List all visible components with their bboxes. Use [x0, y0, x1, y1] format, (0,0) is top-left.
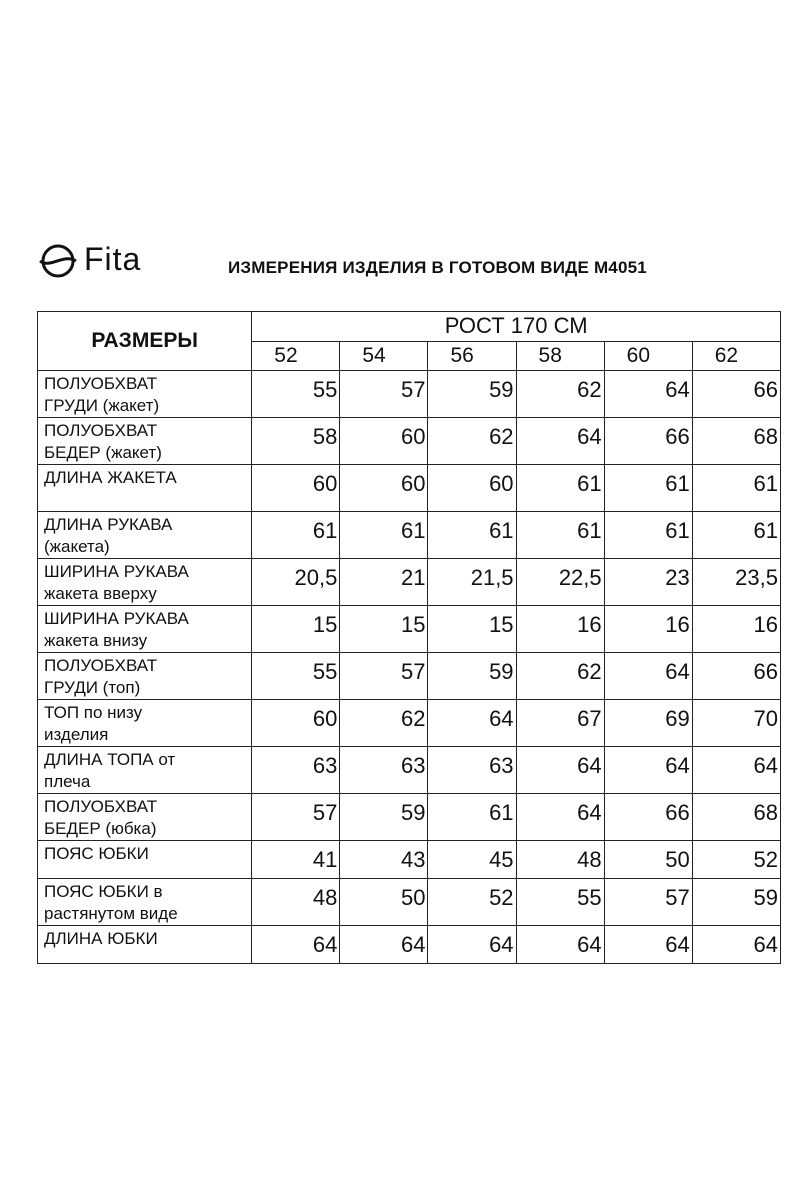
size-header: 56: [428, 341, 516, 371]
measurements-body: [38, 371, 781, 964]
measurement-value: 61: [692, 465, 780, 512]
measurement-value: 63: [340, 747, 428, 794]
measurement-value: 59: [340, 794, 428, 841]
measurement-value: 64: [252, 926, 340, 964]
measurement-label: [38, 926, 252, 964]
measurement-label-line: ГРУДИ (топ): [44, 678, 141, 697]
measurement-value: 64: [428, 926, 516, 964]
measurement-label: [38, 371, 252, 418]
measurement-label-line: ДЛИНА РУКАВА: [44, 515, 173, 534]
measurement-value: 66: [604, 794, 692, 841]
measurement-value: 61: [516, 512, 604, 559]
measurement-value: 61: [516, 465, 604, 512]
measurement-label: [38, 841, 252, 879]
measurement-label: [38, 465, 252, 512]
size-header: 54: [340, 341, 428, 371]
table-row: [38, 700, 781, 747]
measurement-value: 59: [692, 879, 780, 926]
measurement-value: 66: [692, 371, 780, 418]
measurement-value: 66: [692, 653, 780, 700]
measurement-label-line: ПОЯС ЮБКИ в: [44, 882, 163, 901]
measurement-label-line: ДЛИНА ЖАКЕТА: [44, 468, 177, 487]
page-title: ИЗМЕРЕНИЯ ИЗДЕЛИЯ В ГОТОВОМ ВИДЕ М4051: [228, 258, 647, 277]
measurement-value: 61: [604, 465, 692, 512]
table-row: [38, 926, 781, 964]
measurement-value: 64: [516, 747, 604, 794]
measurement-label: [38, 606, 252, 653]
measurement-value: 15: [340, 606, 428, 653]
measurement-value: 45: [428, 841, 516, 879]
measurement-label-line: ГРУДИ (жакет): [44, 396, 160, 415]
size-header: 62: [692, 341, 780, 371]
measurement-value: 64: [604, 653, 692, 700]
measurement-value: 61: [252, 512, 340, 559]
measurement-value: 64: [340, 926, 428, 964]
measurement-value: 69: [604, 700, 692, 747]
measurement-label-line: ПОЛУОБХВАТ: [44, 797, 158, 816]
measurement-value: 50: [604, 841, 692, 879]
growth-header: РОСТ 170 СМ: [252, 312, 781, 342]
measurement-label-line: ТОП по низу: [44, 703, 143, 722]
measurement-value: 16: [604, 606, 692, 653]
measurement-value: 61: [604, 512, 692, 559]
size-chart-table: [37, 311, 781, 964]
measurement-value: 48: [516, 841, 604, 879]
measurement-label-line: ПОЯС ЮБКИ: [44, 844, 149, 863]
measurement-value: 16: [692, 606, 780, 653]
measurement-value: 63: [252, 747, 340, 794]
measurement-label-line: ДЛИНА ТОПА от: [44, 750, 176, 769]
measurement-value: 41: [252, 841, 340, 879]
table-row: [38, 747, 781, 794]
measurement-value: 20,5: [252, 559, 340, 606]
measurement-label-line: жакета внизу: [44, 631, 148, 650]
measurement-value: 60: [340, 465, 428, 512]
measurement-value: 59: [428, 371, 516, 418]
measurement-value: 64: [604, 747, 692, 794]
measurement-value: 60: [340, 418, 428, 465]
measurement-label-line: плеча: [44, 772, 91, 791]
header: [38, 236, 768, 286]
measurement-value: 68: [692, 418, 780, 465]
sizes-header: РАЗМЕРЫ: [38, 312, 252, 371]
measurement-label-line: БЕДЕР (жакет): [44, 443, 162, 462]
measurement-value: 22,5: [516, 559, 604, 606]
measurement-label: [38, 794, 252, 841]
table-row: [38, 653, 781, 700]
measurement-value: 62: [428, 418, 516, 465]
measurement-label: [38, 559, 252, 606]
measurement-value: 58: [252, 418, 340, 465]
table-row: [38, 512, 781, 559]
measurement-value: 61: [692, 512, 780, 559]
measurement-label-line: ПОЛУОБХВАТ: [44, 656, 158, 675]
measurement-value: 64: [604, 926, 692, 964]
table-row: [38, 841, 781, 879]
measurement-value: 67: [516, 700, 604, 747]
measurement-value: 60: [428, 465, 516, 512]
measurement-label: [38, 418, 252, 465]
table-row: [38, 418, 781, 465]
measurement-label-line: БЕДЕР (юбка): [44, 819, 157, 838]
measurement-value: 64: [692, 926, 780, 964]
measurement-value: 52: [428, 879, 516, 926]
measurement-value: 62: [340, 700, 428, 747]
table-row: [38, 371, 781, 418]
size-header: 52: [252, 341, 340, 371]
measurement-value: 64: [428, 700, 516, 747]
measurement-label-line: изделия: [44, 725, 109, 744]
measurement-value: 52: [692, 841, 780, 879]
measurement-label-line: жакета вверху: [44, 584, 157, 603]
measurement-label-line: (жакета): [44, 537, 110, 556]
measurement-value: 23,5: [692, 559, 780, 606]
measurement-value: 50: [340, 879, 428, 926]
measurement-label-line: ПОЛУОБХВАТ: [44, 421, 158, 440]
measurement-label: [38, 700, 252, 747]
measurement-label-line: ПОЛУОБХВАТ: [44, 374, 158, 393]
measurement-value: 43: [340, 841, 428, 879]
measurement-value: 59: [428, 653, 516, 700]
measurement-value: 61: [340, 512, 428, 559]
table-row: [38, 879, 781, 926]
measurement-label: [38, 653, 252, 700]
measurement-value: 61: [428, 794, 516, 841]
measurement-value: 63: [428, 747, 516, 794]
measurement-value: 57: [340, 653, 428, 700]
measurement-value: 57: [604, 879, 692, 926]
measurement-label: [38, 512, 252, 559]
size-header: 60: [604, 341, 692, 371]
measurement-value: 64: [516, 794, 604, 841]
measurement-value: 64: [516, 926, 604, 964]
measurement-value: 15: [428, 606, 516, 653]
measurement-value: 55: [516, 879, 604, 926]
measurement-label: [38, 879, 252, 926]
measurement-value: 70: [692, 700, 780, 747]
measurement-value: 62: [516, 653, 604, 700]
measurement-value: 64: [692, 747, 780, 794]
measurement-value: 21: [340, 559, 428, 606]
measurement-value: 57: [340, 371, 428, 418]
table-row: [38, 794, 781, 841]
measurement-value: 21,5: [428, 559, 516, 606]
measurement-label-line: ДЛИНА ЮБКИ: [44, 929, 158, 948]
size-header: 58: [516, 341, 604, 371]
measurement-value: 55: [252, 653, 340, 700]
measurement-value: 15: [252, 606, 340, 653]
table-row: [38, 559, 781, 606]
theta-logo-icon: [38, 239, 78, 279]
measurement-value: 61: [428, 512, 516, 559]
measurement-label-line: ШИРИНА РУКАВА: [44, 562, 189, 581]
brand-name: Fita: [84, 241, 142, 277]
measurement-value: 64: [604, 371, 692, 418]
measurement-label-line: ШИРИНА РУКАВА: [44, 609, 189, 628]
table-row: [38, 465, 781, 512]
measurement-value: 57: [252, 794, 340, 841]
measurement-value: 16: [516, 606, 604, 653]
measurement-value: 68: [692, 794, 780, 841]
measurement-value: 60: [252, 700, 340, 747]
measurement-value: 64: [516, 418, 604, 465]
brand-logo: [38, 236, 141, 282]
measurement-value: 60: [252, 465, 340, 512]
measurement-value: 55: [252, 371, 340, 418]
measurement-value: 66: [604, 418, 692, 465]
measurement-label-line: растянутом виде: [44, 904, 178, 923]
measurement-value: 62: [516, 371, 604, 418]
table-row: [38, 606, 781, 653]
measurement-value: 48: [252, 879, 340, 926]
measurement-label: [38, 747, 252, 794]
measurement-value: 23: [604, 559, 692, 606]
